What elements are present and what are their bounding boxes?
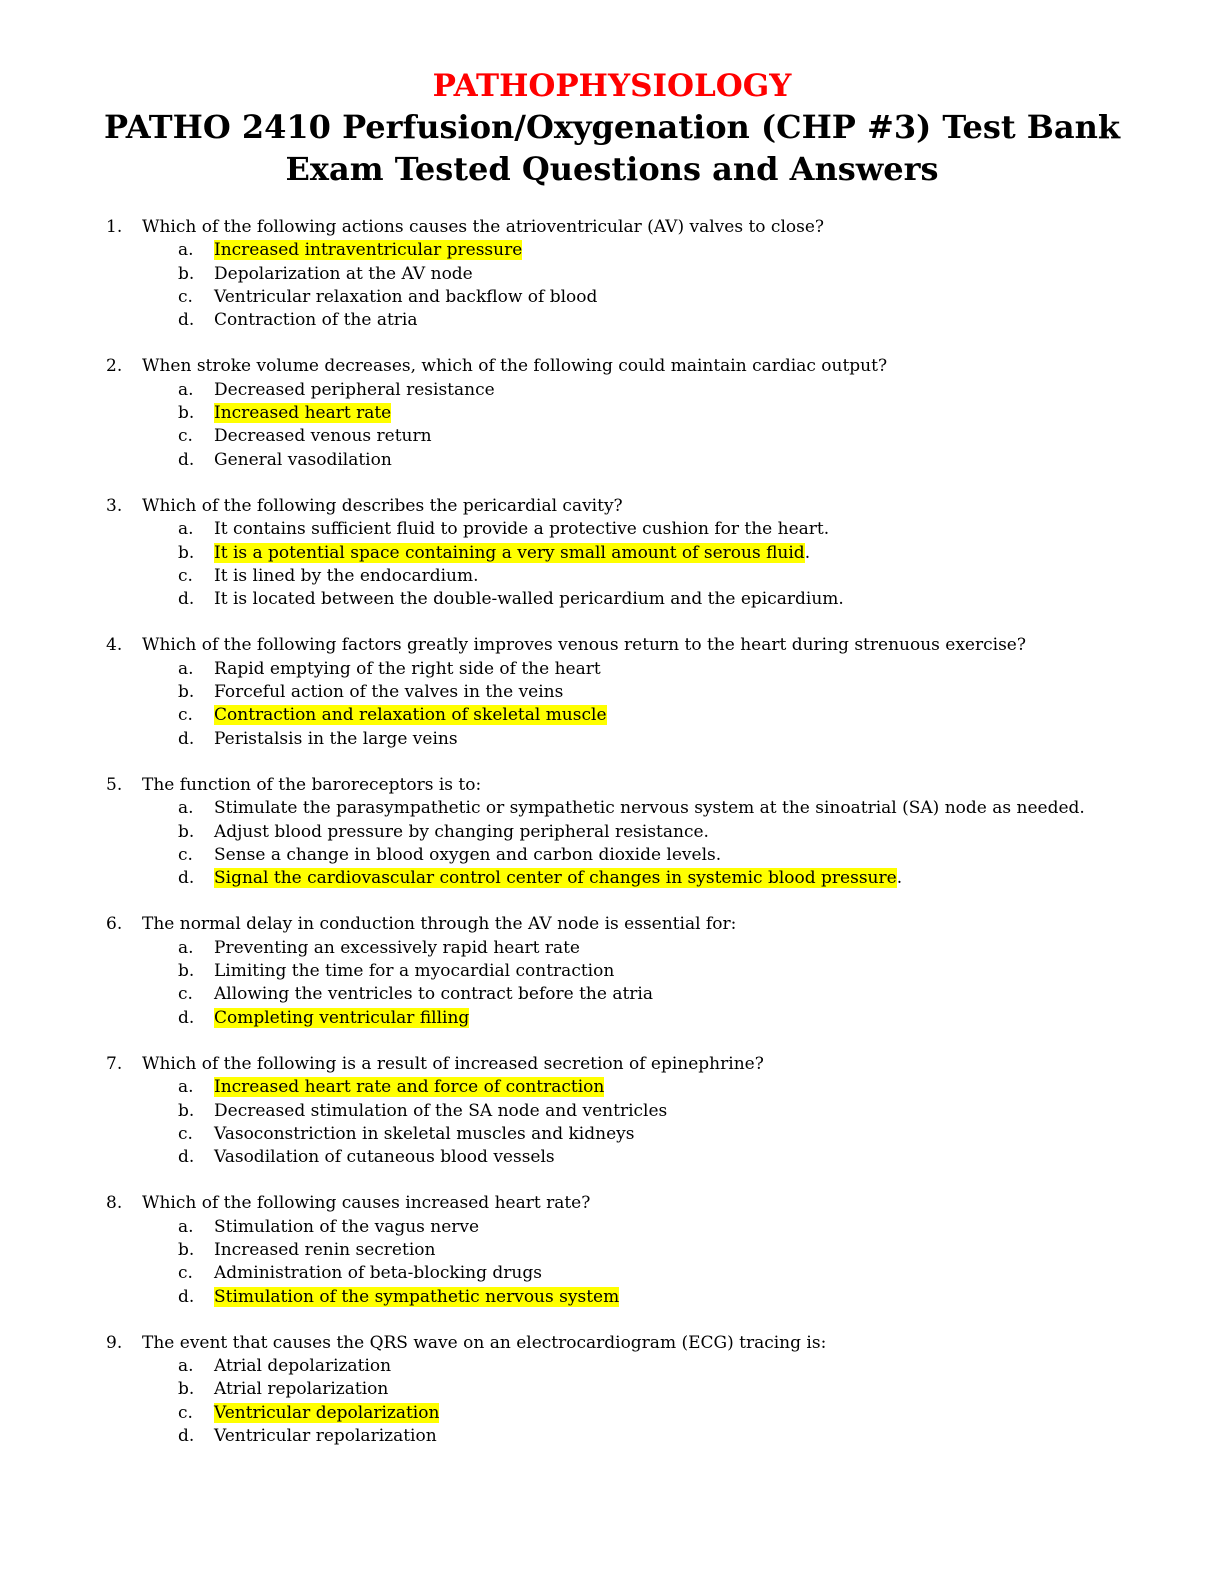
option-text: Sense a change in blood oxygen and carbon dioxide levels.	[214, 844, 722, 865]
option-letter: b.	[178, 1379, 195, 1400]
question-stem	[106, 495, 1106, 518]
option-body	[214, 542, 1106, 565]
answer-option-correct	[178, 542, 1106, 565]
answer-options	[106, 1216, 1106, 1309]
answer-options	[106, 379, 1106, 472]
question-item	[106, 355, 1106, 471]
answer-option	[178, 1123, 1106, 1146]
question-text: The normal delay in conduction through the AV node is essential for:	[142, 914, 737, 935]
option-letter: c.	[178, 426, 193, 447]
option-letter: a.	[178, 1216, 194, 1237]
answer-option	[178, 844, 1106, 867]
option-body	[214, 844, 1106, 867]
option-body	[214, 1146, 1106, 1169]
option-letter: b.	[178, 1239, 195, 1260]
title-line-2: Exam Tested Questions and Answers	[285, 150, 939, 188]
option-body	[214, 1286, 1106, 1309]
option-text: Atrial repolarization	[214, 1379, 389, 1400]
option-text: It is lined by the endocardium.	[214, 565, 479, 586]
question-text: Which of the following actions causes the atrioventricular (AV) valves to close?	[142, 217, 825, 237]
answer-option	[178, 937, 1106, 960]
option-body	[214, 797, 1106, 820]
question-number: 6.	[106, 914, 123, 935]
option-letter: a.	[178, 658, 194, 679]
option-body	[214, 1262, 1106, 1285]
question-item	[106, 216, 1106, 332]
question-number: 7.	[106, 1053, 123, 1074]
option-body	[214, 821, 1106, 844]
answer-option-correct	[178, 1286, 1106, 1309]
option-letter: c.	[178, 565, 193, 586]
option-text: Limiting the time for a myocardial contraction	[214, 961, 615, 982]
option-letter: d.	[178, 1147, 195, 1168]
answer-option	[178, 658, 1106, 681]
answer-option	[178, 588, 1106, 611]
option-body	[214, 937, 1106, 960]
option-text: Contraction of the atria	[214, 310, 418, 331]
highlighted-answer-text: Increased intraventricular pressure	[214, 240, 523, 261]
question-text: Which of the following causes increased heart rate?	[142, 1193, 591, 1214]
option-text: Forceful action of the valves in the veins	[214, 682, 564, 703]
option-text: Vasodilation of cutaneous blood vessels	[214, 1147, 555, 1168]
option-letter: b.	[178, 403, 195, 424]
option-letter: b.	[178, 821, 195, 842]
option-letter: c.	[178, 844, 193, 865]
question-stem	[106, 1332, 1106, 1355]
question-text: Which of the following describes the pericardial cavity?	[142, 495, 623, 516]
option-body	[214, 263, 1106, 286]
answer-option	[178, 309, 1106, 332]
option-letter: b.	[178, 542, 195, 563]
option-text: Stimulate the parasympathetic or sympathetic nervous system at the sinoatrial (SA) node as needed.	[214, 798, 1085, 819]
highlighted-answer-text: Increased heart rate and force of contraction	[214, 1077, 605, 1098]
question-stem	[106, 1053, 1106, 1076]
option-letter: a.	[178, 519, 194, 540]
option-body	[214, 1007, 1106, 1030]
option-letter: c.	[178, 1263, 193, 1284]
option-letter: c.	[178, 1123, 193, 1144]
option-text: Adjust blood pressure by changing peripheral resistance.	[214, 821, 709, 842]
question-number: 9.	[106, 1332, 123, 1353]
answer-options	[106, 797, 1106, 890]
option-body	[214, 704, 1106, 727]
question-number: 4.	[106, 635, 123, 656]
option-body	[214, 1076, 1106, 1099]
option-letter: c.	[178, 984, 193, 1005]
option-text: Decreased venous return	[214, 426, 432, 447]
question-item	[106, 1332, 1106, 1448]
option-text: Increased renin secretion	[214, 1239, 436, 1260]
answer-option	[178, 1378, 1106, 1401]
option-body	[214, 960, 1106, 983]
option-body	[214, 867, 1106, 890]
question-item	[106, 1053, 1106, 1169]
highlighted-answer-text: Contraction and relaxation of skeletal muscle	[214, 705, 607, 726]
option-letter: d.	[178, 1286, 195, 1307]
answer-option-correct	[178, 1402, 1106, 1425]
highlighted-answer-text: Increased heart rate	[214, 403, 392, 424]
highlighted-answer-text: Signal the cardiovascular control center of changes in systemic blood pressure	[214, 868, 897, 889]
option-body	[214, 565, 1106, 588]
option-text: It contains sufficient fluid to provide a protective cushion for the heart.	[214, 519, 830, 540]
option-letter: d.	[178, 310, 195, 331]
option-text: Depolarization at the AV node	[214, 263, 473, 284]
answer-option	[178, 1425, 1106, 1448]
option-body	[214, 379, 1106, 402]
answer-option-correct	[178, 1007, 1106, 1030]
answer-option	[178, 1239, 1106, 1262]
option-body	[214, 681, 1106, 704]
question-item	[106, 495, 1106, 611]
answer-option	[178, 728, 1106, 751]
option-trailing-punctuation: .	[804, 542, 811, 563]
question-number: 1.	[106, 217, 123, 237]
question-stem	[106, 913, 1106, 936]
answer-option	[178, 1355, 1106, 1378]
option-text: Rapid emptying of the right side of the heart	[214, 658, 601, 679]
option-body	[214, 728, 1106, 751]
option-body	[214, 1378, 1106, 1401]
answer-option-correct	[178, 1076, 1106, 1099]
question-stem	[106, 1192, 1106, 1215]
option-body	[214, 1123, 1106, 1146]
option-letter: c.	[178, 705, 193, 726]
subject-heading: PATHOPHYSIOLOGY	[432, 68, 792, 104]
option-letter: d.	[178, 589, 195, 610]
answer-option	[178, 821, 1106, 844]
question-stem	[106, 216, 1106, 239]
option-body	[214, 309, 1106, 332]
answer-options	[106, 1076, 1106, 1169]
answer-option-correct	[178, 704, 1106, 727]
option-text: Atrial depolarization	[214, 1356, 392, 1377]
option-text: Ventricular repolarization	[214, 1426, 437, 1447]
option-letter: d.	[178, 1426, 195, 1447]
option-letter: a.	[178, 240, 194, 261]
answer-option	[178, 518, 1106, 541]
option-body	[214, 658, 1106, 681]
answer-option	[178, 797, 1106, 820]
question-item	[106, 1192, 1106, 1308]
question-item	[106, 913, 1106, 1029]
option-letter: a.	[178, 937, 194, 958]
question-number: 8.	[106, 1193, 123, 1214]
question-text: Which of the following is a result of increased secretion of epinephrine?	[142, 1053, 764, 1074]
answer-option	[178, 1146, 1106, 1169]
option-letter: d.	[178, 1007, 195, 1028]
question-text: The function of the baroreceptors is to:	[142, 774, 482, 795]
option-trailing-punctuation: .	[896, 868, 903, 889]
answer-option	[178, 1100, 1106, 1123]
option-text: Decreased peripheral resistance	[214, 379, 495, 400]
option-letter: b.	[178, 961, 195, 982]
option-letter: c.	[178, 286, 193, 307]
option-text: Decreased stimulation of the SA node and ventricles	[214, 1100, 668, 1121]
question-text: The event that causes the QRS wave on an electrocardiogram (ECG) tracing is:	[142, 1332, 827, 1353]
option-text: Stimulation of the vagus nerve	[214, 1216, 480, 1237]
answer-options	[106, 937, 1106, 1030]
option-letter: b.	[178, 1100, 195, 1121]
highlighted-answer-text: It is a potential space containing a very small amount of serous fluid	[214, 542, 805, 563]
option-body	[214, 1355, 1106, 1378]
question-item	[106, 774, 1106, 890]
option-text: Administration of beta-blocking drugs	[214, 1263, 542, 1284]
highlighted-answer-text: Stimulation of the sympathetic nervous system	[214, 1286, 620, 1307]
question-number: 3.	[106, 495, 123, 516]
answer-option	[178, 1262, 1106, 1285]
answer-option	[178, 449, 1106, 472]
option-body	[214, 588, 1106, 611]
question-stem	[106, 355, 1106, 378]
option-body	[214, 1425, 1106, 1448]
option-body	[214, 425, 1106, 448]
question-number: 2.	[106, 356, 123, 377]
answer-option	[178, 565, 1106, 588]
option-letter: a.	[178, 1356, 194, 1377]
option-letter: d.	[178, 449, 195, 470]
option-body	[214, 239, 1106, 262]
answer-option	[178, 681, 1106, 704]
option-text: Vasoconstriction in skeletal muscles and kidneys	[214, 1123, 635, 1144]
answer-option	[178, 1216, 1106, 1239]
answer-option-correct	[178, 402, 1106, 425]
answer-options	[106, 658, 1106, 751]
option-body	[214, 983, 1106, 1006]
option-letter: b.	[178, 263, 195, 284]
option-text: Allowing the ventricles to contract before the atria	[214, 984, 654, 1005]
answer-options	[106, 518, 1106, 611]
option-text: Ventricular relaxation and backflow of blood	[214, 286, 598, 307]
option-text: It is located between the double-walled pericardium and the epicardium.	[214, 589, 844, 610]
answer-options	[106, 1355, 1106, 1448]
option-letter: a.	[178, 798, 194, 819]
question-stem	[106, 634, 1106, 657]
answer-options	[106, 239, 1106, 332]
answer-option	[178, 286, 1106, 309]
question-text: When stroke volume decreases, which of the following could maintain cardiac output?	[142, 356, 888, 377]
answer-option	[178, 263, 1106, 286]
option-letter: d.	[178, 728, 195, 749]
option-body	[214, 449, 1106, 472]
highlighted-answer-text: Ventricular depolarization	[214, 1402, 440, 1423]
option-letter: a.	[178, 1077, 194, 1098]
option-text: General vasodilation	[214, 449, 392, 470]
option-letter: d.	[178, 868, 195, 889]
option-body	[214, 1216, 1106, 1239]
option-letter: a.	[178, 379, 194, 400]
option-text: Preventing an excessively rapid heart rate	[214, 937, 580, 958]
answer-option	[178, 425, 1106, 448]
answer-option-correct	[178, 867, 1106, 890]
option-letter: c.	[178, 1402, 193, 1423]
question-text: Which of the following factors greatly improves venous return to the heart during strenuous exercise?	[142, 635, 1026, 656]
option-body	[214, 1100, 1106, 1123]
option-body	[214, 1239, 1106, 1262]
answer-option	[178, 960, 1106, 983]
title-line-1: PATHO 2410 Perfusion/Oxygenation (CHP #3) Test Bank	[103, 108, 1121, 146]
option-body	[214, 1402, 1106, 1425]
question-list	[106, 216, 1106, 1471]
document-header	[0, 66, 1224, 190]
question-number: 5.	[106, 774, 123, 795]
question-item	[106, 634, 1106, 750]
answer-option-correct	[178, 239, 1106, 262]
option-text: Peristalsis in the large veins	[214, 728, 458, 749]
highlighted-answer-text: Completing ventricular filling	[214, 1007, 470, 1028]
answer-option	[178, 379, 1106, 402]
option-letter: b.	[178, 682, 195, 703]
question-stem	[106, 774, 1106, 797]
option-body	[214, 286, 1106, 309]
answer-option	[178, 983, 1106, 1006]
option-body	[214, 402, 1106, 425]
option-body	[214, 518, 1106, 541]
